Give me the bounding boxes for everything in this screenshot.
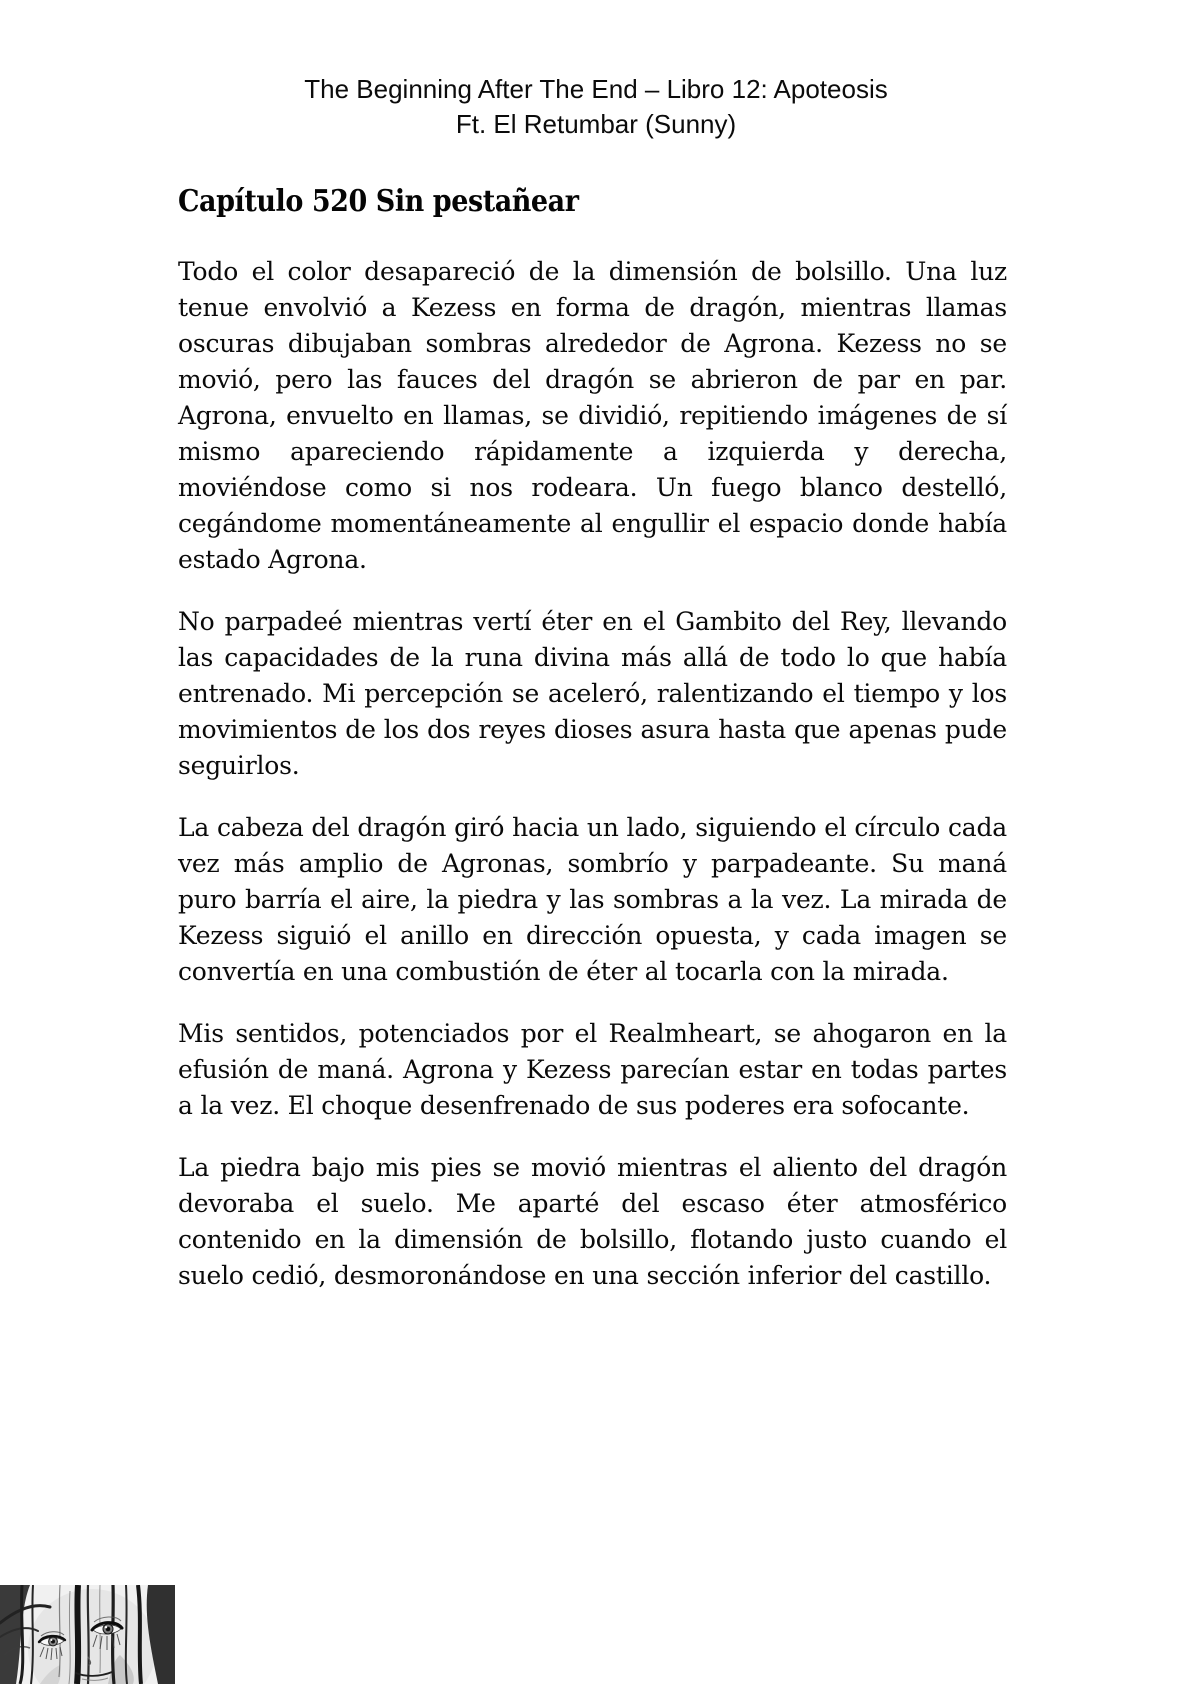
paragraph-1: Todo el color desapareció de la dimensión de bolsillo. Una luz tenue envolvió a Kezess en forma de dragón, mientras llamas oscuras dibujaban sombras alrededor de Agrona. Kezess no se movió, pero las fauces del dragón se abrieron de par en par. Agrona, envuelto en llamas, se dividió, repitiendo imágenes de sí mismo apareciendo rápidamente a izquierda y derecha, moviéndose como si nos rodeara. Un fuego blanco destelló, cegándome momentáneamente al engullir el espacio donde había estado Agrona. bbox=[178, 257, 1007, 574]
paragraph-2: No parpadeé mientras vertí éter en el Gambito del Rey, llevando las capacidades de la runa divina más allá de todo lo que había entrenado. Mi percepción se aceleró, ralentizando el tiempo y los movimientos de los dos reyes dioses asura hasta que apenas pude seguirlos. bbox=[178, 607, 1007, 780]
chapter-heading: Capítulo 520 Sin pestañear bbox=[178, 184, 579, 219]
manga-face-illustration bbox=[0, 1585, 175, 1684]
book-credit: Ft. El Retumbar (Sunny) bbox=[455, 109, 737, 139]
chapter-body bbox=[178, 254, 1007, 1294]
document-header bbox=[0, 0, 1192, 142]
paragraph-3: La cabeza del dragón giró hacia un lado, siguiendo el círculo cada vez más amplio de Agronas, sombrío y parpadeante. Su maná puro barría el aire, la piedra y las sombras a la vez. La mirada de Kezess siguió el anillo en dirección opuesta, y cada imagen se convertía en una combustión de éter al tocarla con la mirada. bbox=[178, 813, 1007, 986]
paragraph-4: Mis sentidos, potenciados por el Realmheart, se ahogaron en la efusión de maná. Agrona y Kezess parecían estar en todas partes a la vez. El choque desenfrenado de sus poderes era sofocante. bbox=[178, 1019, 1007, 1120]
paragraph-5: La piedra bajo mis pies se movió mientras el aliento del dragón devoraba el suelo. Me aparté del escaso éter atmosférico contenido en la dimensión de bolsillo, flotando justo cuando el suelo cedió, desmoronándose en una sección inferior del castillo. bbox=[178, 1153, 1007, 1290]
manga-face-icon bbox=[0, 1585, 175, 1684]
book-title: The Beginning After The End – Libro 12: Apoteosis bbox=[304, 74, 888, 104]
